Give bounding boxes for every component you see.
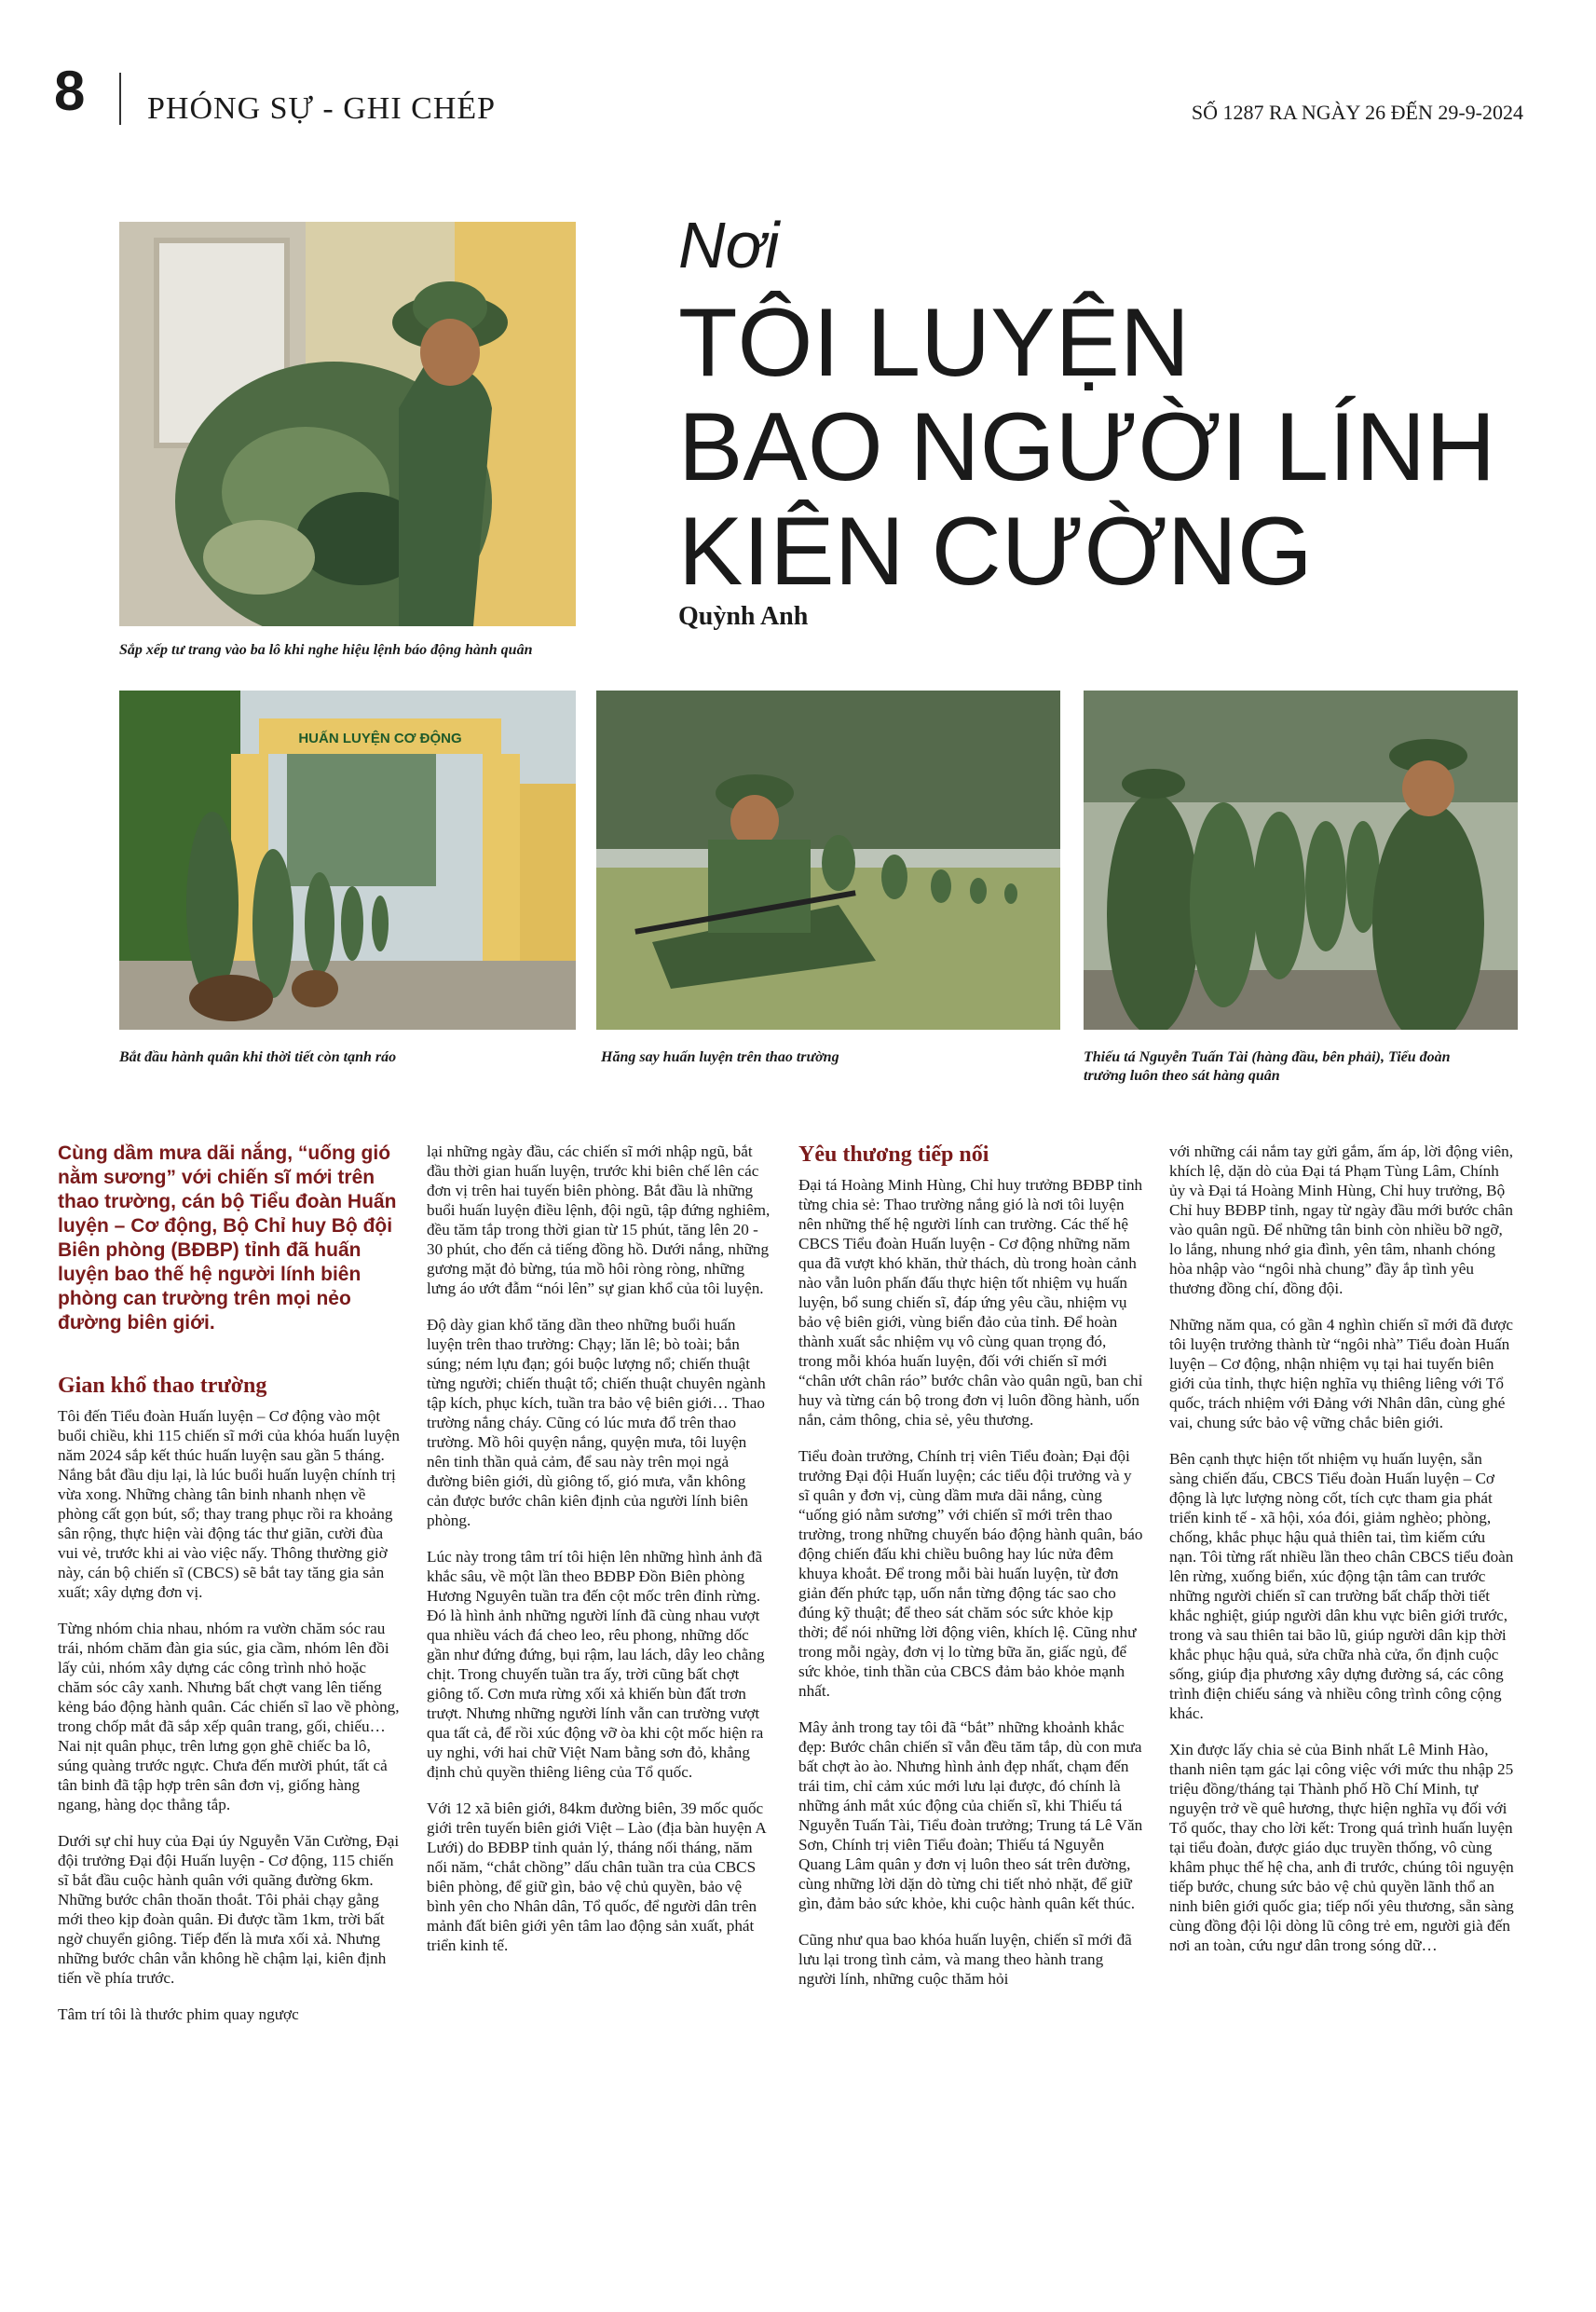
issue-info: SỐ 1287 RA NGÀY 26 ĐẾN 29-9-2024 <box>1191 101 1523 124</box>
paragraph: Những năm qua, có gần 4 nghìn chiến sĩ mới đã được tôi luyện trưởng thành từ “ngôi nhà” Tiểu đoàn Huấn luyện – Cơ động, nhận nhiệm vụ tại hai tuyến biên giới của tỉnh, thực hiện nghĩa vụ thiêng liêng với Tổ quốc, trách nhiệm với Đảng với Nhân dân, cùng ghé vai, chung sức bảo vệ vững chắc biên giới. <box>1169 1316 1514 1431</box>
paragraph: Tôi đến Tiểu đoàn Huấn luyện – Cơ động vào một buổi chiều, khi 115 chiến sĩ mới của khóa huấn luyện năm 2024 sắp kết thúc huấn luyện sau gần 5 tháng. Nắng bắt đầu dịu lại, là lúc buổi huấn luyện chính trị vừa xong. Những chàng tân binh nhanh nhẹn về phòng cất gọn bút, sổ; thay trang phục rồi ra khoảng sân rộng, thực hiện vài động tác thư giãn, cười đùa vui vẻ, trước khi ai vào việc nấy. Thông thường giờ này, cán bộ chiến sĩ (CBCS) sẽ bắt tay tăng gia sản xuất; xây dựng đơn vị. <box>58 1407 400 1601</box>
photo-soldier-packing <box>119 222 576 626</box>
column-1 <box>58 1142 402 2041</box>
paragraph: Độ dày gian khổ tăng dần theo những buổi huấn luyện trên thao trường: Chạy; lăn lê; bò toài; bắn súng; ném lựu đạn; gói buộc lượng nổ; chiến thuật từng người; chiến thuật tổ; chiến thuật chuyên ngành tập kích, phục kích, tuần tra bảo vệ biên giới… Thao trường nắng cháy. Cũng có lúc mưa đổ trên thao trường. Mồ hôi quyện nắng, quyện mưa, tôi luyện nên tinh thần quả cảm, để sau này trên mọi ngả đường biên giới, dù giông tố, gió mưa, vẫn không cản được bước chân kiên định của người lính biên phòng. <box>427 1316 766 1529</box>
section-label: PHÓNG SỰ - GHI CHÉP <box>147 91 497 126</box>
title-line-2: BAO NGƯỜI LÍNH <box>678 393 1496 501</box>
title-line-1: TÔI LUYỆN <box>678 289 1190 397</box>
paragraph: Tâm trí tôi là thước phim quay ngược <box>58 2005 299 2023</box>
photo-crawling-training <box>596 691 1060 1030</box>
photo3-caption: Hăng say huấn luyện trên thao trường <box>601 1049 839 1065</box>
photo2-caption: Bắt đầu hành quân khi thời tiết còn tạnh ráo <box>119 1049 397 1065</box>
paragraph: Cũng như qua bao khóa huấn luyện, chiến sĩ mới đã lưu lại trong tình cảm, và mang theo hành trang người lính, những cuộc thăm hỏi <box>798 1931 1132 1988</box>
paragraph: lại những ngày đầu, các chiến sĩ mới nhập ngũ, bắt đầu thời gian huấn luyện, trước khi biên chế lên các đơn vị trên hai tuyến biên phòng. Bắt đầu là những buổi huấn luyện điều lệnh, đội ngũ, tập đứng nghiêm, đều tăm tắp trong thời gian từ 15 phút, tăng lên 20 - 30 phút, cho đến cả tiếng đồng hồ. Dưới nắng, những gương mặt đỏ bừng, túa mồ hôi ròng ròng, những lưng áo ướt đẫm “nói lên” sự gian khổ của tôi luyện. <box>427 1142 771 1297</box>
header-divider <box>119 73 121 125</box>
paragraph: Bên cạnh thực hiện tốt nhiệm vụ huấn luyện, sẵn sàng chiến đấu, CBCS Tiểu đoàn Huấn luyện – Cơ động là lực lượng nòng cốt, tích cực tham gia phát triển kinh tế - xã hội, xóa đói, giảm nghèo; phòng, chống, khắc phục hậu quả thiên tai, tìm kiếm cứu nạn. Tôi từng rất nhiều lần theo chân CBCS tiểu đoàn lên rừng, xuống biển, xúc động tận tâm can trước những người chiến sĩ can trường bất chấp thời tiết khắc nghiệt, giúp người dân khu vực biên giới trước, trong và sau thiên tai bão lũ, giúp người dân kịp thời khắc phục hậu quả, sửa chữa nhà cửa, ổn định cuộc sống, giúp địa phương xây dựng đường sá, các công trình điện chiếu sáng và nhiều công trình công cộng khác. <box>1169 1450 1514 1722</box>
paragraph: Xin được lấy chia sẻ của Binh nhất Lê Minh Hào, thanh niên tạm gác lại công việc với mức thu nhập 25 triệu đồng/tháng tại Thành phố Hồ Chí Minh, tự nguyện trở về quê hương, thực hiện nghĩa vụ đối với Tổ quốc, thay cho lời kết: Trong quá trình huấn luyện tại tiểu đoàn, được giáo dục truyền thống, vô cùng khâm phục thế hệ cha, anh đi trước, chúng tôi nguyện tiếp bước, chung sức bảo vệ chủ quyền lãnh thổ an ninh biên giới quốc gia; tiếp nối yêu thương, sẵn sàng cùng đồng đội lội dòng lũ công trẻ em, người già đến nơi an toàn, cứu ngư dân trong sóng dữ… <box>1169 1741 1514 1954</box>
photo-commander-marching <box>1084 691 1518 1030</box>
paragraph: với những cái nắm tay gửi gắm, ấm áp, lời động viên, khích lệ, dặn dò của Đại tá Phạm Tùng Lâm, Chính ủy và Đại tá Hoàng Minh Hùng, Chỉ huy trưởng, Bộ Chỉ huy BĐBP tỉnh, ngay từ ngày đầu mới bước chân vào quân ngũ. Để những tân binh còn nhiều bỡ ngỡ, lo lắng, nhung nhớ gia đình, yên tâm, nhanh chóng hòa nhập vào “ngôi nhà chung” đầy ắp tình yêu thương đồng chí, đồng đội. <box>1169 1142 1514 1297</box>
paragraph: Với 12 xã biên giới, 84km đường biên, 39 mốc quốc giới trên tuyến biên giới Việt – Lào (địa bàn huyện A Lưới) do BĐBP tỉnh quản lý, tháng nối tháng, năm nối năm, “chắt chồng” dấu chân tuần tra của CBCS biên phòng, để giữ gìn, bảo vệ chủ quyền, bảo vệ bình yên cho Nhân dân, Tổ quốc, để người dân trên mảnh đất biên giới yên tâm lao động sản xuất, phát triển kinh tế. <box>427 1799 766 1954</box>
article-title <box>678 291 1498 604</box>
photo-march-gate <box>119 691 576 1030</box>
author-byline: Quỳnh Anh <box>678 602 809 631</box>
article-lead: Cùng dầm mưa dãi nắng, “uống gió nằm sương” với chiến sĩ mới trên thao trường, cán bộ Tiểu đoàn Huấn luyện – Cơ động, Bộ Chỉ huy Bộ đội Biên phòng (BĐBP) tỉnh đã huấn luyện bao thế hệ người lính biên phòng can trường trên mọi nẻo đường biên giới. <box>58 1142 397 1334</box>
photo4-caption: Thiếu tá Nguyễn Tuấn Tài (hàng đầu, bên phải), Tiểu đoàn trưởng luôn theo sát hàng quân <box>1084 1049 1451 1084</box>
paragraph: Dưới sự chỉ huy của Đại úy Nguyễn Văn Cường, Đại đội trưởng Đại đội Huấn luyện - Cơ động, 115 chiến sĩ bắt đầu cuộc hành quân với quãng đường 6km. Những bước chân thoăn thoắt. Tôi phải chạy gằng mới theo kịp đoàn quân. Đi được tầm 1km, trời bất ngờ chuyển giông. Tiếp đến là mưa xối xả. Nhưng những bước chân vẫn không hề chậm lại, kiên định tiến về phía trước. <box>58 1832 400 1987</box>
photo1-caption: Sắp xếp tư trang vào ba lô khi nghe hiệu lệnh báo động hành quân <box>119 642 533 658</box>
column-4 <box>1169 1142 1514 1972</box>
paragraph: Mây ảnh trong tay tôi đã “bắt” những khoảnh khắc đẹp: Bước chân chiến sĩ vẫn đều tăm tắp, dù con mưa bất chợt ào ào. Nhưng hình ảnh đẹp nhất, chạm đến trái tim, chỉ cảm xúc mới lưu lại được, đó chính là những ánh mắt xúc động của chiến sĩ, khi Thiếu tá Nguyễn Tuấn Tài, Tiểu đoàn trưởng; Trung tá Lê Văn Sơn, Chính trị viên Tiểu đoàn; Thiếu tá Nguyễn Quang Lâm quân y đơn vị luôn theo sát trên đường, cùng những lời dặn dò từng chi tiết nhỏ nhặt, để giữ gìn, đảm bảo sức khỏe, khi cuộc hành quân kết thúc. <box>798 1718 1143 1912</box>
paragraph: Lúc này trong tâm trí tôi hiện lên những hình ảnh đã khắc sâu, về một lần theo BĐBP Đồn Biên phòng Hương Nguyên tuần tra đến cột mốc trên đỉnh rừng. Đó là hình ảnh những người lính đã cùng nhau vượt qua nhiều vách đá cheo leo, rêu phong, những dốc gần như đứng đứng, bụi rậm, lau lách, dây leo chằng chịt. Trong chuyến tuần tra ấy, trời cũng bất chợt giông tố. Cơn mưa rừng xối xả khiến bùn đất trơn trượt. Nhưng những người lính vẫn can trường vượt qua tất cả, để rồi xúc động vỡ òa khi cột mốc hiện ra uy nghi, với hai chữ Việt Nam bằng sơn đỏ, khẳng định chủ quyền thiêng liêng của Tổ quốc. <box>427 1548 765 1781</box>
paragraph: Tiểu đoàn trưởng, Chính trị viên Tiểu đoàn; Đại đội trưởng Đại đội Huấn luyện; các tiểu đội trưởng và y sĩ quân y đơn vị, cùng dầm mưa dãi nắng, cùng “uống gió nằm sương” với chiến sĩ mới trên thao trường, trong những chuyến báo động hành quân, báo động chiến đấu khi chiều buông hay lúc nửa đêm khuya khoắt. Để trong mỗi bài huấn luyện, từ đơn giản đến phức tạp, uốn nắn từng động tác sao cho đúng kỹ thuật; để theo sát chăm sóc sức khỏe kịp thời; để nói những lời động viên, khích lệ. Cũng như trong mỗi ngày, đơn vị lo từng bữa ăn, giấc ngủ, để sức khỏe, tinh thần của CBCS đảm bảo khỏe mạnh nhất. <box>798 1447 1143 1700</box>
column-2 <box>427 1142 771 1972</box>
page-number: 8 <box>54 60 86 122</box>
title-line-3: KIÊN CƯỜNG <box>678 498 1313 606</box>
subhead-yeu-thuong: Yêu thương tiếp nối <box>798 1142 989 1167</box>
paragraph: Đại tá Hoàng Minh Hùng, Chỉ huy trưởng BĐBP tỉnh từng chia sẻ: Thao trường nắng gió là nơi tôi luyện nên những thế hệ người lính can trường. Các thế hệ CBCS Tiểu đoàn Huấn luyện - Cơ động những năm qua đã vượt khó khăn, thử thách, dù trong hoàn cảnh nào vẫn luôn phấn đấu thực hiện tốt nhiệm vụ huấn luyện, bổ sung chiến sĩ, đáp ứng yêu cầu, nhiệm vụ bảo vệ biên giới, vùng biển đảo của tỉnh. Để hoàn thành xuất sắc nhiệm vụ vô cùng quan trọng đó, trong mỗi khóa huấn luyện, đối với chiến sĩ mới “chân ướt chân ráo” bước chân vào quân ngũ, ban chỉ huy và từng cán bộ trong đơn vị luôn đồng hành, uốn nắn, cảm thông, chia sẻ, yêu thương. <box>798 1176 1143 1429</box>
paragraph: Từng nhóm chia nhau, nhóm ra vườn chăm sóc rau trái, nhóm chăm đàn gia súc, gia cầm, nhóm lên đồi lấy củi, nhóm xây dựng các công trình nhỏ hoặc chăm sóc cây xanh. Nhưng bất chợt vang lên tiếng kẻng báo động hành quân. Các chiến sĩ lao về phòng, trong chốp mắt đã sắp xếp quân trang, gối, chiếu… Nai nịt quân phục, trên lưng gọn ghẽ chiếc ba lô, súng quàng trước ngực. Chưa đến mười phút, tất cả tân binh đã tập hợp trên sân đơn vị, giống hàng ngang, hàng dọc thẳng tắp. <box>58 1620 400 1813</box>
gate-sign: HUẤN LUYỆN CƠ ĐỘNG <box>298 731 462 746</box>
column-3 <box>798 1142 1143 2005</box>
subhead-gian-kho: Gian khổ thao trường <box>58 1374 267 1398</box>
title-kicker: Nơi <box>678 209 780 281</box>
